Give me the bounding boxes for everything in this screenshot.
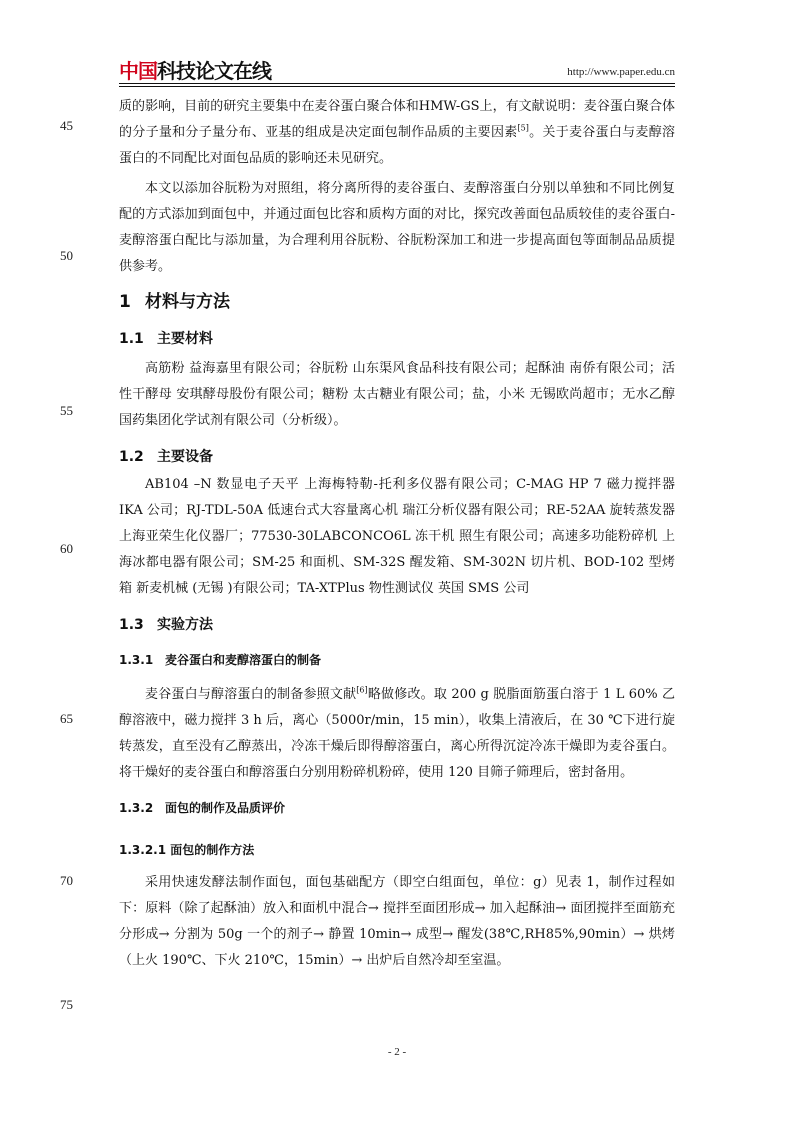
header-url[interactable]: http://www.paper.edu.cn <box>567 66 675 78</box>
section-number: 1.2 <box>119 449 144 465</box>
section-1-3-2-1-heading <box>119 840 675 860</box>
header-rule <box>119 83 675 84</box>
aim-paragraph: 本文以添加谷朊粉为对照组，将分离所得的麦谷蛋白、麦醇溶蛋白分别以单独和不同比例复配的方式添加到面包中，并通过面包比容和质构方面的对比，探究改善面包品质较佳的麦谷蛋白-麦醇溶蛋白配比与添加量，为合理利用谷朊粉、谷朊粉深加工和进一步提高面包等面制品品质提供参考。 <box>119 181 675 274</box>
materials-paragraph: 高筋粉 益海嘉里有限公司；谷朊粉 山东渠风食品科技有限公司；起酥油 南侨有限公司；活性干酵母 安琪酵母股份有限公司；糖粉 太古糖业有限公司；盐，小米 无锡欧尚超市；无水乙醇 国药集团化学试剂有限公司（分析级）。 <box>119 361 675 428</box>
line-number-50: 50 <box>60 248 73 263</box>
logo-red-text: 中国 <box>119 59 157 83</box>
line-number-70: 70 <box>60 873 73 888</box>
line-number-75: 75 <box>60 997 73 1012</box>
paper-body <box>119 94 675 974</box>
line-number-55: 55 <box>60 403 73 418</box>
section-number: 1 <box>119 292 131 312</box>
section-title: 面包的制作及品质评价 <box>165 801 286 815</box>
section-title: 实验方法 <box>157 617 213 633</box>
section-number: 1.3.1 <box>119 653 154 667</box>
journal-logo <box>119 60 271 82</box>
section-1-heading <box>119 290 675 314</box>
intro-text: 质的影响，目前的研究主要集中在麦谷蛋白聚合体和HMW-GS上，有文献说明：麦谷蛋白聚合体的分子量和分子量分布、亚基的组成是决定面包制作品质的主要因素 <box>119 99 675 140</box>
section-1-3-2-heading <box>119 798 675 818</box>
preparation-paragraph <box>119 682 675 786</box>
section-number: 1.3 <box>119 617 144 633</box>
intro-tail: 。关于麦谷蛋白与麦醇溶蛋白的不同配比对面包品质的影响还未见研究。 <box>119 125 675 166</box>
equipment-paragraph: AB104 –N 数显电子天平 上海梅特勒-托利多仪器有限公司；C-MAG HP 7 磁力搅拌器 IKA 公司；RJ-TDL-50A 低速台式大容量离心机 瑞江分析仪器有限公司；RE-52AA 旋转蒸发器 上海亚荣生化仪器厂；77530-30LABCONCO6L 冻干机 照生有限公司；高速多功能粉碎机 上海冰都电器有限公司；SM-25 和面机、SM-32S 醒发箱、SM-302N 切片机、BOD-102 型烤箱 新麦机械 (无锡 )有限公司；TA-XTPlus 物性测试仪 英国 SMS 公司 <box>119 477 675 596</box>
prep-text: 麦谷蛋白与醇溶蛋白的制备参照文献 <box>145 687 357 702</box>
section-number: 1.3.2 <box>119 801 154 815</box>
line-number-65: 65 <box>60 711 73 726</box>
section-title: 面包的制作方法 <box>170 843 255 857</box>
section-title: 麦谷蛋白和麦醇溶蛋白的制备 <box>165 653 322 667</box>
section-1-3-1-heading <box>119 650 675 670</box>
bread-method-paragraph: 采用快速发酵法制作面包，面包基础配方（即空白组面包，单位：g）见表 1，制作过程如下：原料（除了起酥油）放入和面机中混合→ 搅拌至面团形成→ 加入起酥油→ 面团搅拌至面筋充分形成→ 分割为 50g 一个的剂子→ 静置 10min→ 成型→ 醒发(38℃,RH85%,90min）→ 烘烤（上火 190℃、下火 210℃，15min）→ 出炉后自然冷却至室温。 <box>119 875 675 968</box>
intro-paragraph <box>119 94 675 172</box>
page-number: - 2 - <box>387 1046 407 1058</box>
citation-6: [6] <box>356 685 368 695</box>
section-title: 材料与方法 <box>145 292 230 312</box>
citation-5: [5] <box>517 123 529 133</box>
section-title: 主要设备 <box>157 449 213 465</box>
line-number-45: 45 <box>60 118 73 133</box>
section-title: 主要材料 <box>157 331 213 347</box>
prep-text-tail: 略做修改。取 200 g 脱脂面筋蛋白溶于 1 L 60% 乙醇溶液中，磁力搅拌 3 h 后，离心（5000r/min，15 min），收集上清液后，在 30 ℃下进行旋转蒸发，直至没有乙醇蒸出，冷冻干燥后即得醇溶蛋白，离心所得沉淀冷冻干燥即为麦谷蛋白。将干燥好的麦谷蛋白和醇溶蛋白分别用粉碎机粉碎，使用 120 目筛子筛理后，密封备用。 <box>119 687 675 780</box>
section-1-3-heading <box>119 614 675 636</box>
line-number-60: 60 <box>60 541 73 556</box>
section-number: 1.1 <box>119 331 144 347</box>
header-rule-thin <box>119 86 675 87</box>
logo-black-text: 科技论文在线 <box>157 59 271 83</box>
section-1-2-heading <box>119 446 675 468</box>
section-number: 1.3.2.1 <box>119 843 167 857</box>
section-1-1-heading <box>119 328 675 350</box>
page-header <box>119 60 675 84</box>
